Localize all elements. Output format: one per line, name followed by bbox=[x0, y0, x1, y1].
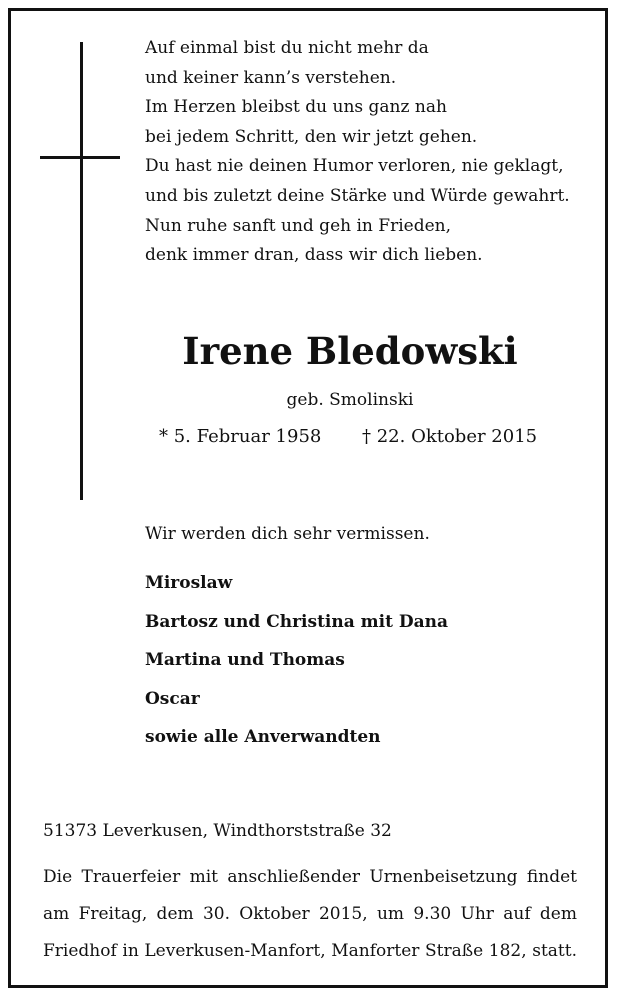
family-member: sowie alle Anverwandten bbox=[145, 727, 381, 747]
maiden-name: geb. Smolinski bbox=[286, 390, 414, 410]
ceremony-line: am Freitag, dem 30. Oktober 2015, um 9.30 Uhr auf dem bbox=[43, 904, 577, 924]
poem-line: Nun ruhe sanft und geh in Frieden, bbox=[145, 215, 451, 236]
ceremony-line: Friedhof in Leverkusen-Manfort, Manforter Straße 182, statt. bbox=[43, 941, 577, 961]
poem-line: Im Herzen bleibst du uns ganz nah bbox=[145, 97, 447, 118]
ceremony-line: Die Trauerfeier mit anschließender Urnenbeisetzung findet bbox=[43, 867, 577, 887]
cross-horizontal-bar bbox=[40, 156, 120, 159]
family-member: Bartosz und Christina mit Dana bbox=[145, 611, 449, 632]
farewell-message: Wir werden dich sehr vermissen. bbox=[145, 524, 430, 544]
ceremony-info bbox=[43, 864, 577, 975]
poem-line: und keiner kann’s verstehen. bbox=[145, 67, 397, 88]
poem-line: bei jedem Schritt, den wir jetzt gehen. bbox=[145, 126, 478, 147]
birth-date: * 5. Februar 1958 bbox=[159, 426, 322, 447]
poem-line: denk immer dran, dass wir dich lieben. bbox=[145, 245, 483, 266]
poem-line: Du hast nie deinen Humor verloren, nie geklagt, bbox=[145, 156, 564, 177]
deceased-name: Irene Bledowski bbox=[182, 329, 518, 373]
death-date: † 22. Oktober 2015 bbox=[362, 426, 538, 447]
family-member: Martina und Thomas bbox=[145, 650, 345, 670]
family-list bbox=[145, 570, 448, 763]
cross-vertical-bar bbox=[80, 42, 83, 500]
poem-line: und bis zuletzt deine Stärke und Würde gewahrt. bbox=[145, 185, 570, 206]
poem bbox=[145, 34, 585, 271]
address: 51373 Leverkusen, Windthorststraße 32 bbox=[43, 821, 392, 841]
family-member: Miroslaw bbox=[145, 573, 233, 593]
family-member: Oscar bbox=[145, 688, 200, 709]
poem-line: Auf einmal bist du nicht mehr da bbox=[145, 38, 429, 58]
